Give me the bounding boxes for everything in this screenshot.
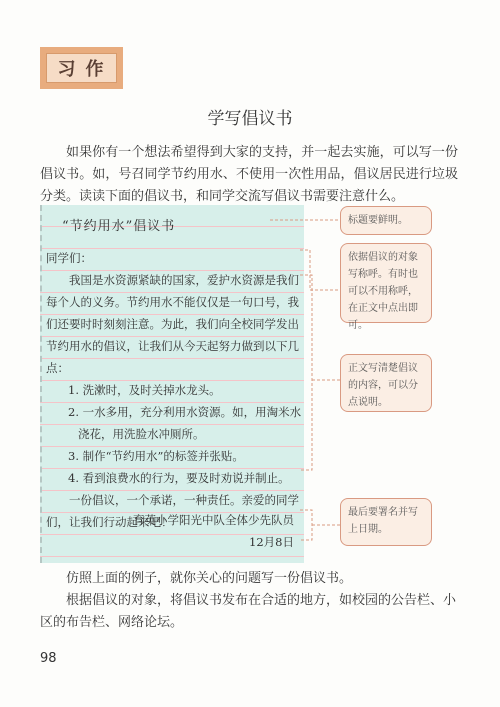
closing-line: 仿照上面的例子，就你关心的问题写一份倡议书。 [66,571,353,586]
letter-item: 2. 一水多用，充分利用水资源。如，用淘米水浇花，用洗脸水冲厕所。 [68,405,302,441]
letter-paragraph: 我国是水资源紧缺的国家，爱护水资源是我们每个人的义务。节约用水不能仅仅是一句口号，我们还要时时刻刻注意。为此，我们向全校同学发出节约用水的倡议，让我们从今天起努力做到以下几点： [46,273,299,375]
note-greeting: 依据倡议的对象写称呼。有时也可以不用称呼，在正文中点出即可。 [340,243,432,323]
letter-date: 12月8日 [249,535,294,549]
letter-title: “节约用水”倡议书 [62,219,176,234]
note-body: 正文写清楚倡议的内容，可以分点说明。 [340,354,432,412]
section-tag [40,47,123,89]
connector-greeting [300,250,340,290]
letter-signer: 育英小学阳光中队全体少先队员 [133,513,294,527]
letter-item: 3. 制作“节约用水”的标签并张贴。 [68,449,244,463]
letter-item: 1. 洗漱时，及时关掉水龙头。 [68,383,221,397]
note-title: 标题要鲜明。 [340,206,432,235]
letter-greeting: 同学们： [46,251,92,265]
letter-closing: 一份倡议，一个承诺，一种责任。亲爱的同学们，让我们行动起来吧！ [46,493,299,529]
closing-text [40,568,458,634]
section-tag-label: 习作 [46,53,117,83]
letter-body [46,247,302,533]
lesson-title: 学写倡议书 [207,109,293,129]
letter-item: 4. 看到浪费水的行为，要及时劝说并制止。 [68,471,290,485]
closing-line: 根据倡议的对象，将倡议书发布在合适的地方，如校园的公告栏、小区的布告栏、网络论坛。 [40,593,457,630]
letter-signature [46,509,294,553]
intro-paragraph: 如果你有一个想法希望得到大家的支持，并一起去实施，可以写一份倡议书。如，号召同学节约用水、不使用一次性用品，倡议居民进行垃圾分类。读读下面的倡议书，和同学交流写倡议书需要注意什么。 [40,145,458,204]
page-number: 98 [40,651,57,666]
note-signature: 最后要署名并写上日期。 [340,498,432,546]
